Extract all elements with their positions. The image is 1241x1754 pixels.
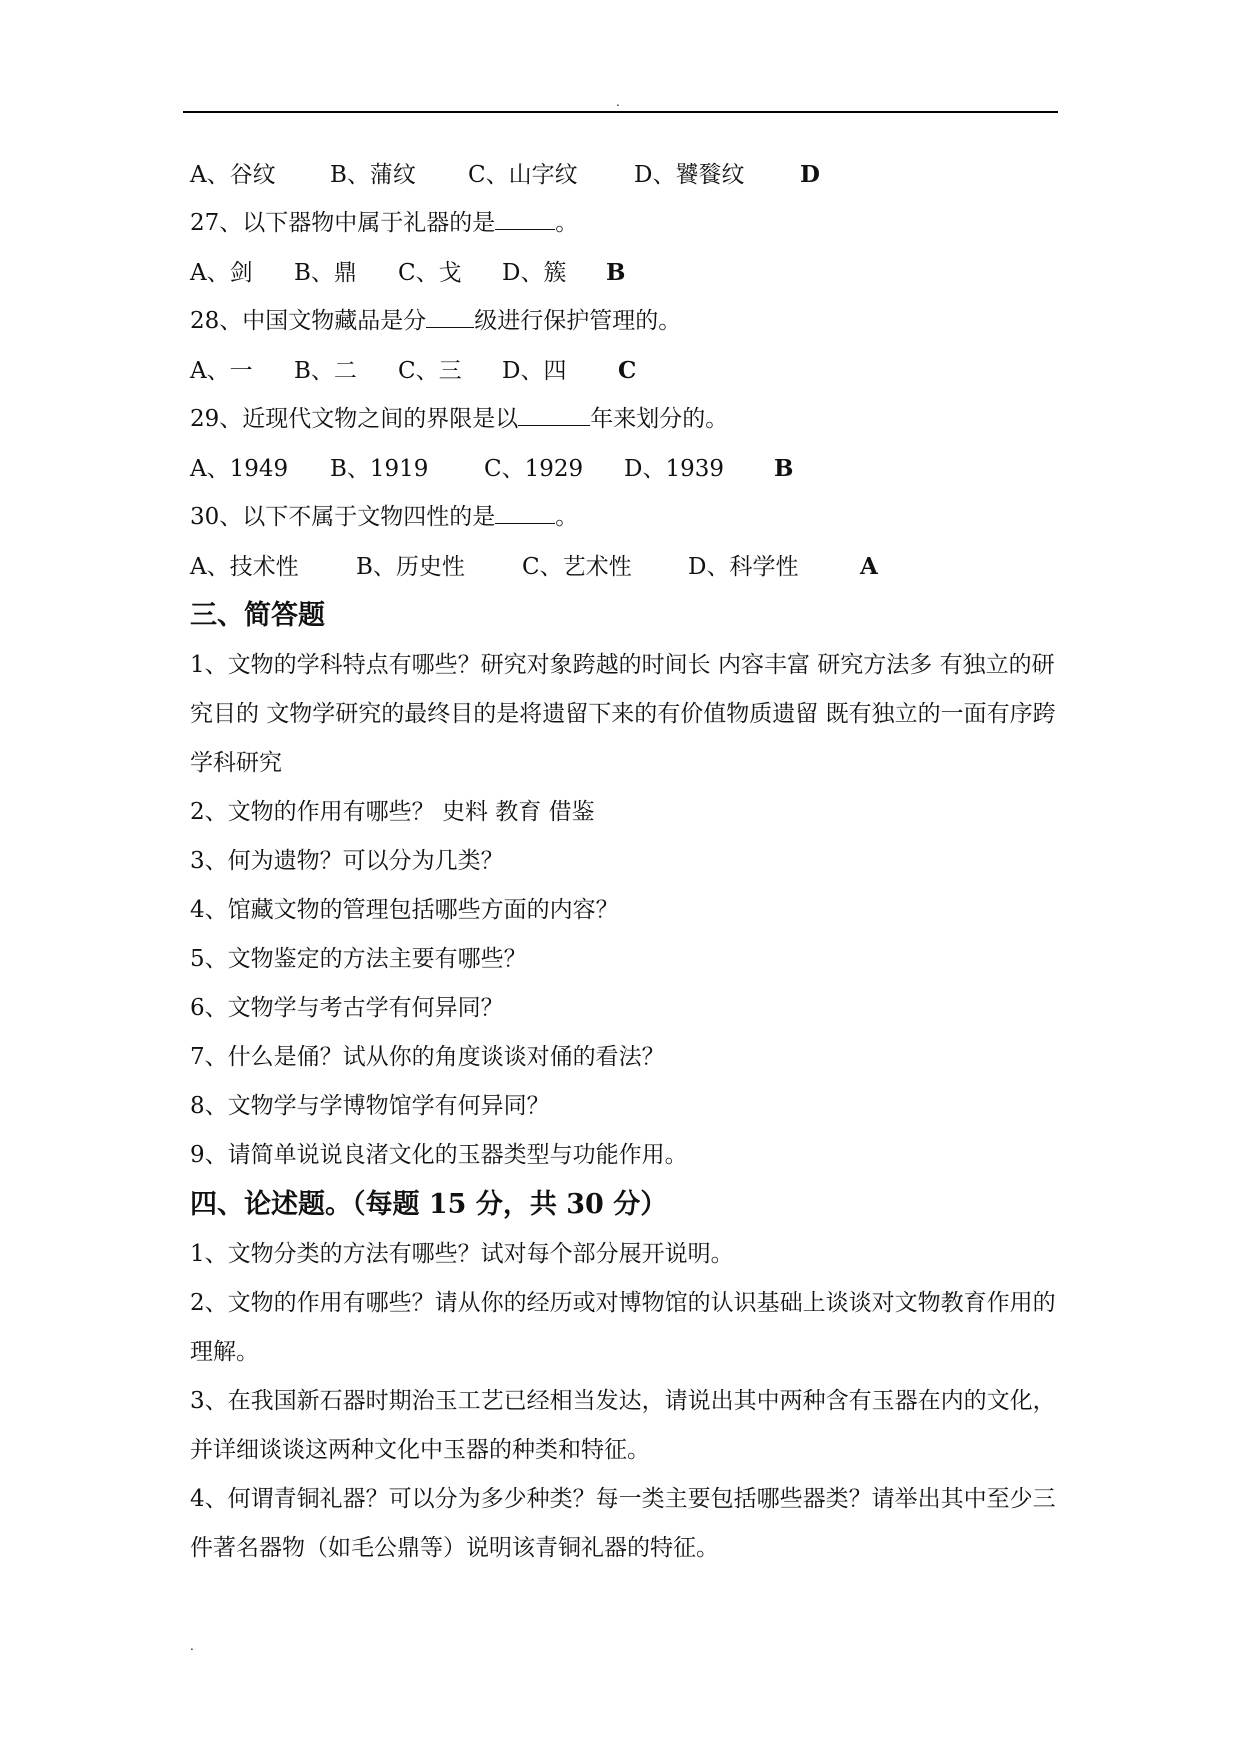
q28-option-c: C、三 <box>398 358 462 384</box>
q29-option-b: B、1919 <box>330 456 429 482</box>
section-3-item-2: 2、文物的作用有哪些？ 史料 教育 借鉴 <box>190 799 595 825</box>
q28-option-b: B、二 <box>294 358 357 384</box>
section-3-item-8: 8、文物学与学博物馆学有何异同？ <box>190 1093 550 1119</box>
section-3-item-6: 6、文物学与考古学有何异同？ <box>190 995 504 1021</box>
q28-answer: C <box>618 357 637 384</box>
section-3-item-4: 4、馆藏文物的管理包括哪些方面的内容？ <box>190 897 619 923</box>
q28-text-end: 级进行保护管理的。 <box>474 308 682 334</box>
section-3-item-3: 3、何为遗物？可以分为几类？ <box>190 848 504 874</box>
q28-text: 28、中国文物藏品是分 <box>190 308 427 334</box>
section-4-title: 四、论述题。（每题 15 分，共 30 分） <box>190 1189 668 1220</box>
section-4-item-3: 3、在我国新石器时期治玉工艺已经相当发达，请说出其中两种含有玉器在内的文化，并详细谈谈这两种文化中玉器的种类和特征。 <box>190 1388 1056 1463</box>
q27-answer: B <box>606 259 626 286</box>
q26-answer: D <box>800 161 820 188</box>
q26-option-d: D、饕餮纹 <box>634 162 745 188</box>
q27-blank <box>495 209 555 230</box>
q29-option-c: C、1929 <box>484 456 584 482</box>
section-3-item-5: 5、文物鉴定的方法主要有哪些？ <box>190 946 527 972</box>
q29-options-row <box>190 444 1065 493</box>
section-3-item-7: 7、什么是俑？试从你的角度谈谈对俑的看法？ <box>190 1044 665 1070</box>
question-29 <box>190 395 1065 444</box>
q28-blank <box>426 307 474 328</box>
q28-options-row <box>190 346 1065 395</box>
header-rule <box>183 111 1058 113</box>
question-28 <box>190 297 1065 346</box>
header-dot: . <box>616 95 620 109</box>
q27-option-d: D、簇 <box>502 260 567 286</box>
q29-blank <box>518 405 590 426</box>
q27-options-row <box>190 248 1065 297</box>
q29-option-d: D、1939 <box>624 456 724 482</box>
q26-option-a: A、谷纹 <box>190 162 276 188</box>
section-3-item-1: 1、文物的学科特点有哪些？研究对象跨越的时间长 内容丰富 研究方法多 有独立的研究目的 文物学研究的最终目的是将遗留下来的有价值物质遗留 既有独立的一面有序跨学科研究 <box>190 652 1056 776</box>
section-4-item-2: 2、文物的作用有哪些？请从你的经历或对博物馆的认识基础上谈谈对文物教育作用的理解。 <box>190 1290 1056 1365</box>
q27-option-c: C、戈 <box>398 260 462 286</box>
page-content <box>190 150 1065 1573</box>
q30-text: 30、以下不属于文物四性的是 <box>190 504 496 530</box>
q26-option-c: C、山字纹 <box>468 162 578 188</box>
section-3-title: 三、简答题 <box>190 600 325 631</box>
q28-option-d: D、四 <box>502 358 567 384</box>
q26-option-b: B、蒲纹 <box>330 162 416 188</box>
q27-option-a: A、剑 <box>190 260 253 286</box>
q30-answer: A <box>860 553 878 580</box>
q27-text: 27、以下器物中属于礼器的是 <box>190 210 496 236</box>
q27-option-b: B、鼎 <box>294 260 357 286</box>
q28-option-a: A、一 <box>190 358 253 384</box>
q30-blank <box>495 503 555 524</box>
section-4-item-4: 4、何谓青铜礼器？可以分为多少种类？每一类主要包括哪些器类？请举出其中至少三件著名器物（如毛公鼎等）说明该青铜礼器的特征。 <box>190 1486 1056 1561</box>
q26-options-row <box>190 150 1065 199</box>
q29-text: 29、近现代文物之间的界限是以 <box>190 406 519 432</box>
q30-option-c: C、艺术性 <box>522 554 632 580</box>
q30-option-a: A、技术性 <box>190 554 299 580</box>
q30-options-row <box>190 542 1065 591</box>
section-3-item-9: 9、请简单说说良渚文化的玉器类型与功能作用。 <box>190 1142 688 1168</box>
q30-option-b: B、历史性 <box>356 554 465 580</box>
q30-option-d: D、科学性 <box>688 554 799 580</box>
question-30 <box>190 493 1065 542</box>
question-27 <box>190 199 1065 248</box>
q30-text-end: 。 <box>555 504 579 530</box>
footer-dot: . <box>190 1639 194 1653</box>
q27-text-end: 。 <box>555 210 579 236</box>
q29-option-a: A、1949 <box>190 456 289 482</box>
q29-text-end: 年来划分的。 <box>590 406 729 432</box>
section-4-item-1: 1、文物分类的方法有哪些？试对每个部分展开说明。 <box>190 1241 734 1267</box>
q29-answer: B <box>774 455 794 482</box>
